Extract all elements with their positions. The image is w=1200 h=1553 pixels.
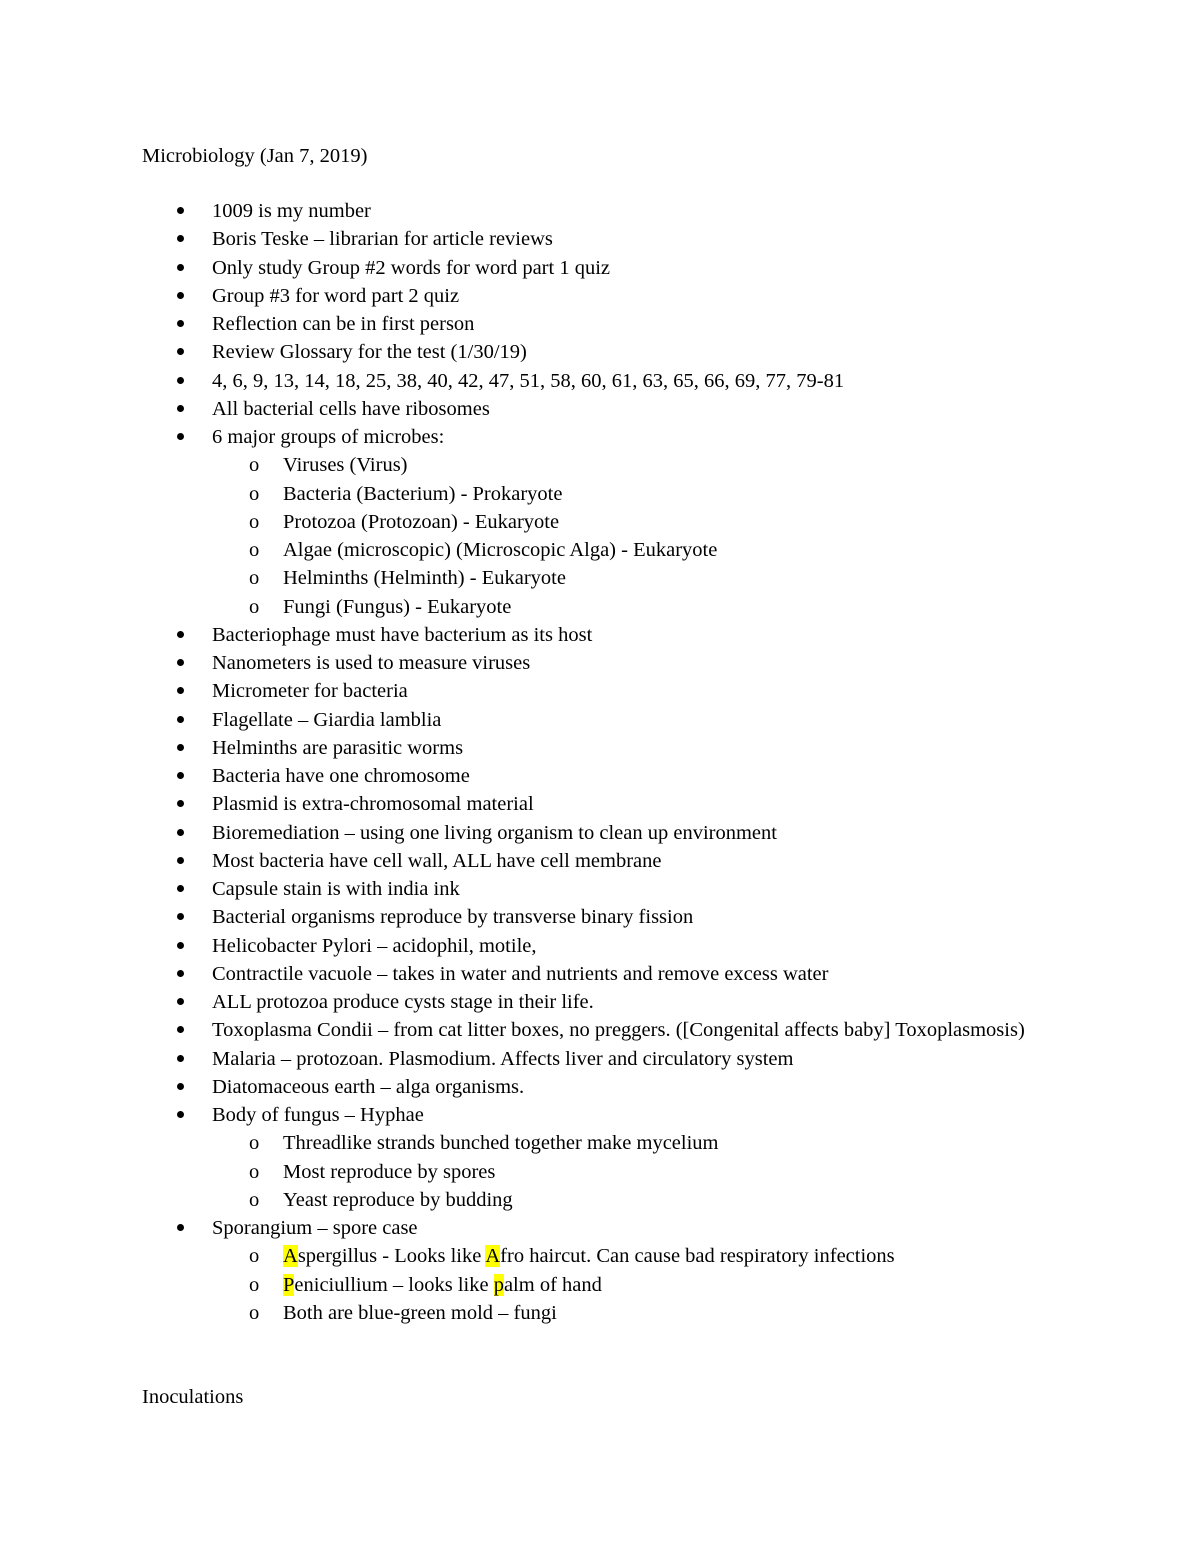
bullet-icon (177, 772, 184, 779)
hollow-bullet-icon: o (249, 1160, 260, 1183)
hollow-bullet-icon: o (249, 1132, 260, 1155)
list-item-text: Bacteriophage must have bacterium as its host (212, 623, 593, 646)
bullet-icon (177, 377, 184, 384)
list-item-text: Reflection can be in first person (212, 313, 475, 335)
bullet-icon (177, 829, 184, 836)
list-item-text: Most reproduce by spores (283, 1160, 496, 1183)
hollow-bullet-icon: o (249, 1188, 260, 1211)
list-item-text: Both are blue-green mold – fungi (283, 1301, 557, 1324)
list-item-text: Helminths (Helminth) - Eukaryote (283, 567, 566, 590)
list-item-text: ALL protozoa produce cysts stage in their life. (212, 991, 594, 1013)
list-item-text: Bacteria (Bacterium) - Prokaryote (283, 482, 563, 505)
text-segment: spergillus - Looks like (297, 1245, 486, 1268)
hollow-bullet-icon: o (249, 482, 260, 505)
list-item (212, 282, 1112, 310)
list-item (212, 225, 1112, 253)
sub-list-item (212, 536, 1112, 564)
list-item (212, 423, 1112, 451)
list-item-text: Flagellate – Giardia lamblia (212, 708, 442, 731)
bullet-icon (177, 913, 184, 920)
list-item-text: 6 major groups of microbes: (212, 426, 445, 448)
list-item-text: 4, 6, 9, 13, 14, 18, 25, 38, 40, 42, 47, 51, 58, 60, 61, 63, 65, 66, 69, 77, 79-81 (212, 369, 845, 392)
bullet-icon (177, 433, 184, 440)
hollow-bullet-icon: o (249, 1245, 260, 1268)
list-item-text: 1009 is my number (212, 200, 371, 222)
list-item (212, 1214, 1112, 1242)
hollow-bullet-icon: o (249, 539, 260, 561)
sub-list-item (212, 593, 1112, 621)
bullet-icon (177, 744, 184, 751)
list-item-text: Fungi (Fungus) - Eukaryote (283, 595, 512, 618)
text-segment: eniciullium – looks like (294, 1273, 494, 1296)
hollow-bullet-icon: o (249, 1273, 260, 1296)
list-item (212, 1016, 1112, 1044)
list-item-text: Malaria – protozoan. Plasmodium. Affects liver and circulatory system (212, 1047, 794, 1070)
list-item-text: Viruses (Virus) (283, 454, 408, 477)
sub-list-item (212, 1242, 1112, 1270)
sub-list-item (212, 564, 1112, 592)
text-segment: fro haircut. Can cause bad respiratory infections (500, 1245, 895, 1268)
list-item (212, 1073, 1112, 1101)
bullet-icon (177, 1026, 184, 1033)
list-item (212, 734, 1112, 762)
list-item-text: Only study Group #2 words for word part 1 quiz (212, 256, 610, 279)
hollow-bullet-icon: o (249, 510, 260, 533)
bullet-icon (177, 1055, 184, 1062)
list-item-text: Bacteria have one chromosome (212, 765, 470, 787)
sub-list-item (212, 1299, 1112, 1327)
highlighted-letter: p (493, 1273, 504, 1296)
list-item-text: Capsule stain is with india ink (212, 878, 460, 900)
sub-list-item (212, 451, 1112, 479)
bullet-icon (177, 857, 184, 864)
list-item-text: Toxoplasma Condii – from cat litter boxes, no preggers. ([Congenital affects baby] Toxoplasmosis) (212, 1019, 1025, 1042)
list-item-text: Plasmid is extra-chromosomal material (212, 793, 534, 816)
list-item (212, 677, 1112, 705)
sub-list-item (212, 1271, 1112, 1299)
list-item (212, 819, 1112, 847)
bullet-icon (177, 687, 184, 694)
list-item (212, 254, 1112, 282)
page-title: Microbiology (Jan 7, 2019) (142, 145, 368, 167)
list-item-text: Helicobacter Pylori – acidophil, motile, (212, 934, 537, 957)
list-item (212, 903, 1112, 931)
list-item (212, 706, 1112, 734)
list-item (212, 197, 1112, 225)
sub-list-item (212, 1158, 1112, 1186)
list-item (212, 310, 1112, 338)
bullet-icon (177, 1111, 184, 1118)
bullet-icon (177, 631, 184, 638)
list-item (212, 875, 1112, 903)
list-item-text: Helminths are parasitic worms (212, 736, 464, 759)
bullet-icon (177, 405, 184, 412)
list-item (212, 621, 1112, 649)
list-item-text: Sporangium – spore case (212, 1217, 418, 1239)
bullet-icon (177, 292, 184, 299)
bullet-icon (177, 1083, 184, 1090)
list-item-text: Bioremediation – using one living organism to clean up environment (212, 821, 777, 844)
list-item-text: Threadlike strands bunched together make mycelium (283, 1132, 719, 1155)
list-item (212, 338, 1112, 366)
list-item-text: Most bacteria have cell wall, ALL have cell membrane (212, 849, 662, 872)
bullet-icon (177, 320, 184, 327)
highlighted-letter: A (283, 1245, 298, 1268)
list-item (212, 1101, 1112, 1129)
list-item-text: Bacterial organisms reproduce by transverse binary fission (212, 906, 694, 929)
hollow-bullet-icon: o (249, 595, 260, 618)
list-item-text: Diatomaceous earth – alga organisms. (212, 1075, 525, 1098)
section-heading: Inoculations (142, 1386, 244, 1408)
bullet-icon (177, 716, 184, 723)
list-item-text: Boris Teske – librarian for article reviews (212, 228, 553, 251)
bullet-icon (177, 885, 184, 892)
sub-list-item (212, 480, 1112, 508)
list-item (212, 988, 1112, 1016)
bullet-icon (177, 942, 184, 949)
hollow-bullet-icon: o (249, 454, 260, 477)
list-item-text: Review Glossary for the test (1/30/19) (212, 341, 527, 364)
bullet-icon (177, 348, 184, 355)
bullet-icon (177, 264, 184, 271)
bullet-icon (177, 800, 184, 807)
highlighted-letter: P (283, 1273, 295, 1296)
list-item-text (283, 1242, 1112, 1270)
list-item-text: Group #3 for word part 2 quiz (212, 284, 460, 307)
list-item-text (283, 1271, 1112, 1299)
list-item-text: Micrometer for bacteria (212, 680, 408, 703)
list-item (212, 790, 1112, 818)
list-item-text: Protozoa (Protozoan) - Eukaryote (283, 510, 560, 533)
notes-list (212, 197, 1112, 1327)
list-item (212, 395, 1112, 423)
list-item-text: Yeast reproduce by budding (283, 1188, 513, 1211)
list-item (212, 367, 1112, 395)
list-item-text: Contractile vacuole – takes in water and nutrients and remove excess water (212, 962, 829, 985)
hollow-bullet-icon: o (249, 567, 260, 590)
list-item-text: Nanometers is used to measure viruses (212, 652, 531, 674)
list-item (212, 762, 1112, 790)
list-item-text: Body of fungus – Hyphae (212, 1104, 424, 1126)
bullet-icon (177, 998, 184, 1005)
hollow-bullet-icon: o (249, 1301, 260, 1324)
list-item (212, 932, 1112, 960)
bullet-icon (177, 970, 184, 977)
list-item-text: Algae (microscopic) (Microscopic Alga) - Eukaryote (283, 539, 718, 561)
bullet-icon (177, 207, 184, 214)
bullet-icon (177, 659, 184, 666)
highlighted-letter: A (485, 1245, 501, 1268)
list-item (212, 649, 1112, 677)
list-item (212, 847, 1112, 875)
list-item (212, 1045, 1112, 1073)
sub-list-item (212, 508, 1112, 536)
text-segment: alm of hand (503, 1273, 602, 1296)
bullet-icon (177, 1224, 184, 1231)
bullet-icon (177, 235, 184, 242)
list-item (212, 960, 1112, 988)
sub-list-item (212, 1129, 1112, 1157)
sub-list-item (212, 1186, 1112, 1214)
list-item-text: All bacterial cells have ribosomes (212, 397, 490, 420)
